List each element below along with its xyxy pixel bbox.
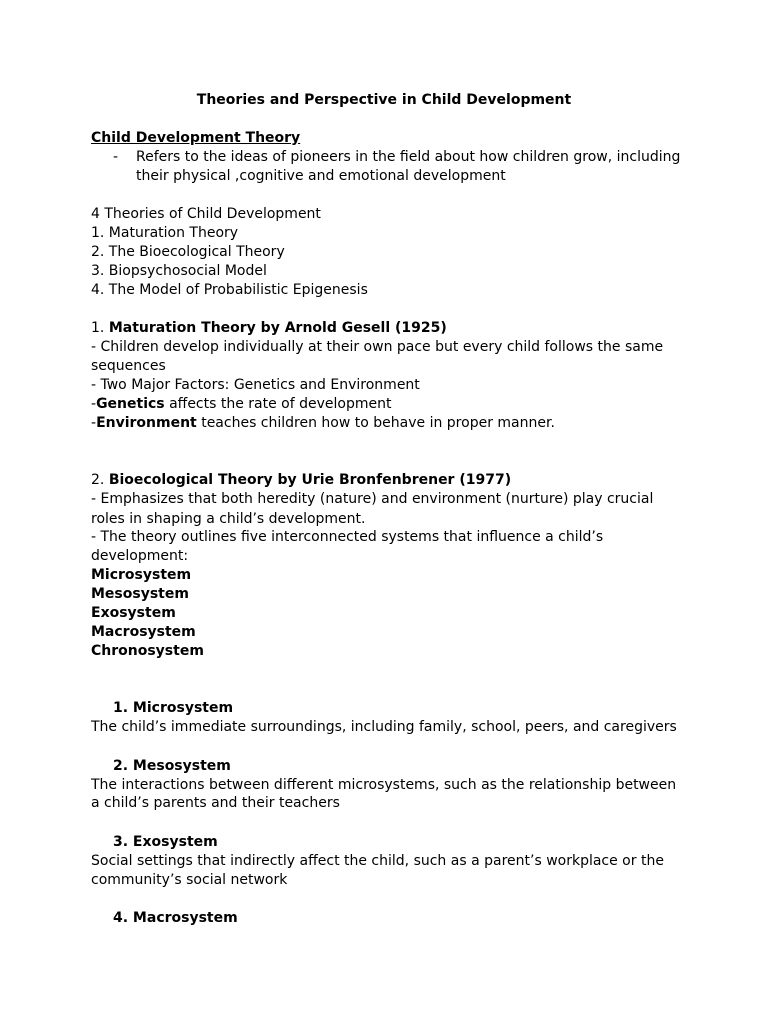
bioecological-heading-line: [91, 471, 511, 490]
system-name: Macrosystem: [91, 624, 196, 640]
theories-list-heading: 4 Theories of Child Development: [91, 206, 321, 222]
bioecological-text-line: development:: [91, 548, 189, 564]
system-detail-text: The child’s immediate surroundings, including family, school, peers, and caregivers: [91, 719, 677, 735]
maturation-text-line: sequences: [91, 358, 166, 374]
environment-line: [91, 414, 555, 433]
bioecological-text-line: - Emphasizes that both heredity (nature) and environment (nurture) play crucial: [91, 491, 654, 507]
environment-term: Environment: [96, 415, 197, 431]
bioecological-number: 2.: [91, 472, 109, 488]
system-detail-text: a child’s parents and their teachers: [91, 795, 340, 811]
system-name: Mesosystem: [91, 586, 189, 602]
system-detail-text: Social settings that indirectly affect the child, such as a parent’s workplace or the: [91, 853, 664, 869]
genetics-prefix: -: [91, 396, 97, 412]
theories-list-item: 4. The Model of Probabilistic Epigenesis: [91, 282, 368, 298]
bullet-text-line: Refers to the ideas of pioneers in the field about how children grow, including: [136, 149, 681, 165]
theories-list-item: 3. Biopsychosocial Model: [91, 263, 267, 279]
maturation-heading: Maturation Theory by Arnold Gesell (1925): [108, 320, 447, 336]
bioecological-heading: Bioecological Theory by Urie Bronfenbrener (1977): [108, 472, 512, 488]
theories-list-item: 2. The Bioecological Theory: [91, 244, 285, 260]
genetics-line: [91, 395, 391, 414]
bioecological-text-line: roles in shaping a child’s development.: [91, 511, 366, 527]
system-detail-label: 4. Macrosystem: [113, 910, 238, 926]
environment-prefix: -: [91, 415, 97, 431]
page-title: Theories and Perspective in Child Development: [196, 92, 572, 108]
section-heading-child-development-theory: Child Development Theory: [91, 130, 301, 146]
maturation-text-line: - Two Major Factors: Genetics and Environment: [91, 377, 420, 393]
genetics-rest: affects the rate of development: [164, 396, 392, 412]
maturation-heading-line: [91, 319, 447, 338]
theories-list-item: 1. Maturation Theory: [91, 225, 239, 241]
bioecological-text-line: - The theory outlines five interconnected systems that influence a child’s: [91, 529, 604, 545]
system-name: Microsystem: [91, 567, 192, 583]
environment-rest: teaches children how to behave in proper manner.: [196, 415, 555, 431]
system-detail-text: The interactions between different microsystems, such as the relationship between: [91, 777, 677, 793]
bullet-marker: -: [113, 149, 119, 165]
system-detail-label: 3. Exosystem: [113, 834, 218, 850]
bullet-text-line: their physical ,cognitive and emotional development: [136, 168, 506, 184]
system-detail-text: community’s social network: [91, 872, 288, 888]
maturation-text-line: - Children develop individually at their own pace but every child follows the same: [91, 339, 664, 355]
system-name: Exosystem: [91, 605, 176, 621]
system-detail-label: 2. Mesosystem: [113, 758, 231, 774]
genetics-term: Genetics: [96, 396, 165, 412]
system-name: Chronosystem: [91, 643, 204, 659]
system-detail-label: 1. Microsystem: [113, 700, 234, 716]
maturation-number: 1.: [91, 320, 109, 336]
